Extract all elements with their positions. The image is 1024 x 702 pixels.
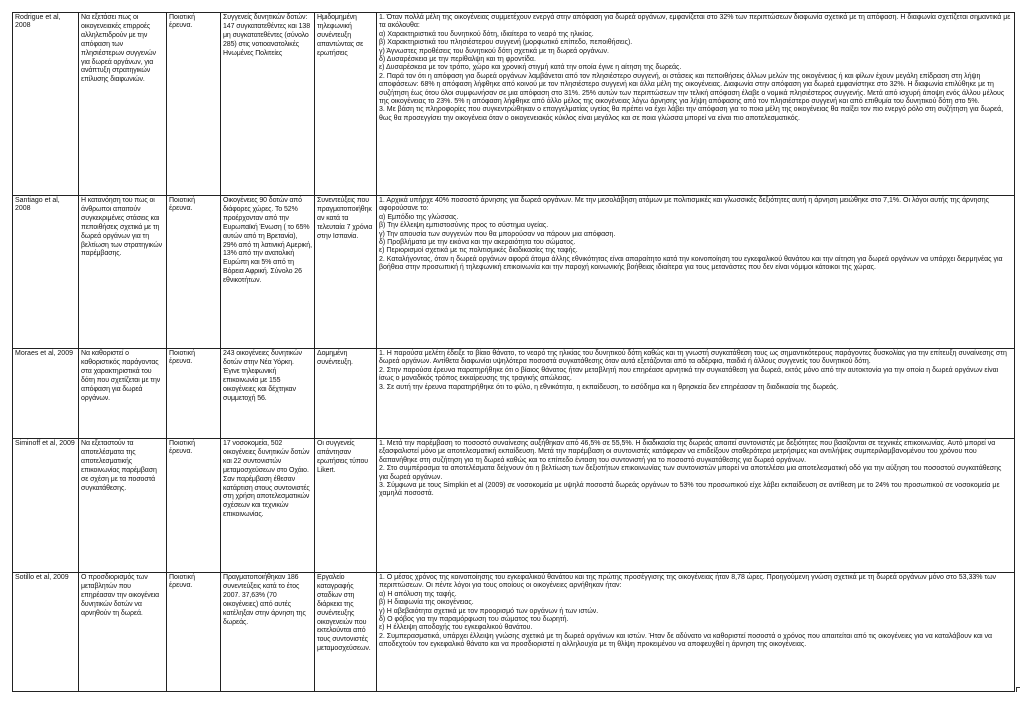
results-cell xyxy=(377,439,1015,573)
study-cell: Santiago et al, 2008 xyxy=(13,196,79,349)
aim-cell: Να εξετάσει πως οι οικογενειακές επιρροές αλληλεπιδρούν με την απόφαση των πλησιέστερων συγγενών για δωρεά οργάνων, για ανάπτυξη στρατηγικών επίλυσης διαφωνιών. xyxy=(79,13,167,196)
result-line: β) Η διαφωνία της οικογένειας. xyxy=(379,599,474,607)
result-line: 2. Στο συμπέρασμα τα αποτελέσματα δείχνουν ότι η βελτίωση των δεξιοτήτων επικοινωνίας των συντονιστών μπορεί να αποτελέσει μια αποτελεσματική οδό για την αύξηση του ποσοστού συγκατάθεσης για δωρεά οργάνων. xyxy=(379,465,1002,481)
result-line: 1. Η παρούσα μελέτη έδειξε το βίαιο θάνατο, το νεαρό της ηλικίας του δυνητικού δότη καθώς και τη γνωστή συγκατάθεση τους ως σημαντικότερους παράγοντες δυσκολίας για την επίτευξη συναίνεσης στη δωρεά οργάνων. Αντίθετα διαφωνίαι υψηλότερα ποσοστά συγκατάθεσης όταν αυτά εξετάζονται από τα αδέρφια, παιδιά ή άλλους συγγενείς του δυνητικού δότη. xyxy=(379,350,1007,366)
research-summary-sheet xyxy=(12,12,1014,686)
result-line: ε) Δυσαρέσκεια με τον τρόπο, χώρο και χρονική στιγμή κατά την οποία έγινε η αίτηση της δωρεάς. xyxy=(379,64,682,72)
result-line: 2. Καταλήγοντας, όταν η δωρεά οργάνων αφορά άτομα άλλης εθνικότητας είναι απαραίτητο κατά την κοινοποίηση του εγκεφαλικού θανάτου και την αίτηση για δωρεά οργάνων να υπάρχει διερμηνέας για βοήθεια στην προσωπική ή τηλεφωνική επικοινωνία και την παροχή κοινωνικής βοήθειας ιδιαίτερα για τους μετανάστες που δεν είναι νόμιμοι κάτοικοι της χώρας. xyxy=(379,255,1003,272)
design-cell: Ποιοτική έρευνα. xyxy=(167,573,221,692)
result-line: 3. Σε αυτή την έρευνα παρατηρήθηκε ότι το φύλο, η εθνικότητα, η εκπαίδευση, το εισόδημα και η θρησκεία δεν επηρέασαν τη διαδικασία της δωρεάς. xyxy=(379,383,839,391)
result-line: 2. Στην παρούσα έρευνα παρατηρήθηκε ότι ο βίαιος θάνατος ήταν μεταβλητή που επηρέασε αρνητικά την συγκατάθεση για δωρεά, εκτός μόνο από την αυτοκτονία για την οποία η δωρεά οργάνων είναι ίσως ο μοναδικός τρόπος εκκαίρευσης της τραγικής απώλειας. xyxy=(379,366,999,383)
method-cell: Εργαλείο καταγραφής σταδίων στη διάρκεια της συνέντευξης οικογενειών που εκτελούνται από τους συντονιστές μεταμοσχεύσεων. xyxy=(315,573,377,692)
study-cell: Sotillo et al, 2009 xyxy=(13,573,79,692)
design-cell: Ποιοτική έρευνα. xyxy=(167,13,221,196)
result-line: δ) Δυσαρέσκεια με την περίθαλψη και τη φροντίδα. xyxy=(379,56,536,64)
results-cell xyxy=(377,573,1015,692)
method-cell: Δομημένη συνέντευξη. xyxy=(315,349,377,439)
table-row xyxy=(13,13,1015,196)
result-line: 3. Σύμφωνα με τους Simpkin et al (2009) σε νοσοκομεία με υψηλά ποσοστά δωρεάς οργάνων το 53% του προσωπικού είχε λάβει εκπαίδευση σε αντίθεση με το 24% του προσωπικού σε νοσοκομεία με χαμηλά ποσοστά. xyxy=(379,482,1000,498)
result-line: ε) Περιορισμοί σχετικά με τις πολιτισμικές διαδικασίες της ταφής. xyxy=(379,247,578,255)
result-line: 1. Αρχικά υπήρχε 40% ποσοστό άρνησης για δωρεά οργάνων. Με την μεσολάβηση ατόμων με πολιτισμικές και γλωσσικές δεξιότητες αυτή η άρνηση μειώθηκε στο 7,1%. Οι λόγοι αυτής της άρνησης αφορούσανε το: xyxy=(379,197,989,213)
aim-cell: Ο προσδιορισμός των μεταβλητών που επηρέασαν την οικογένεια δυνητικών δοτών να αρνηθούν τη δωρεά. xyxy=(79,573,167,692)
study-cell: Moraes et al, 2009 xyxy=(13,349,79,439)
corner-mark xyxy=(1016,687,1020,692)
table-row xyxy=(13,196,1015,349)
results-cell xyxy=(377,13,1015,196)
result-line: δ) Προβλήματα με την εικόνα και την ακεραιότητα του σώματος. xyxy=(379,239,576,247)
design-cell: Ποιοτική έρευνα. xyxy=(167,349,221,439)
table-row xyxy=(13,573,1015,692)
results-cell xyxy=(377,349,1015,439)
aim-cell: Η κατανόηση του πως οι άνθρωποι απαιτούν συγκεκριμένες στάσεις και πεποιθήσεις σχετικά με τη δωρεά οργάνων για τη βελτίωση των στρατηγικών παρέμβασης. xyxy=(79,196,167,349)
result-line: ε) Η έλλειψη αποδοχής του εγκεφαλικού θανάτου. xyxy=(379,624,533,632)
aim-cell: Να καθοριστεί ο καθοριστικός παράγοντας στα χαρακτηριστικά του δότη που σχετίζεται με την απόφαση για δωρεά οργάνων. xyxy=(79,349,167,439)
result-line: α) Χαρακτηριστικά του δυνητικού δότη, ιδιαίτερα το νεαρό της ηλικίας. xyxy=(379,30,594,38)
sample-cell: Συγγενείς δυνητικών δοτών: 147 συγκατατεθέντες και 138 μη συγκατατεθέντες (σύνολο 285) στις νοτιοανατολικές Ηνωμένες Πολιτείες xyxy=(221,13,315,196)
design-cell: Ποιοτική έρευνα. xyxy=(167,196,221,349)
result-line: γ) Η αβεβαιότητα σχετικά με τον προορισμό των οργάνων ή των ιστών. xyxy=(379,607,599,615)
result-line: γ) Την απουσία των συγγενών που θα μπορούσαν να πάρουν μια απόφαση. xyxy=(379,230,616,238)
result-line: β) Την έλλειψη εμπιστοσύνης προς το σύστημα υγείας. xyxy=(379,222,549,230)
result-line: γ) Άγνωστες προθέσεις του δυνητικού δότη σχετικά με τη δωρεά οργάνων. xyxy=(379,47,609,55)
result-line: δ) Ο φόβος για την παραμόρφωση του σώματος του δωρητή. xyxy=(379,616,569,624)
study-cell: Siminoff et al, 2009 xyxy=(13,439,79,573)
studies-table xyxy=(12,12,1015,692)
result-line: β) Χαρακτηριστικά του πλησιέστερου συγγενή (μορφωτικό επίπεδο, πεποιθήσεις). xyxy=(379,39,633,47)
table-row xyxy=(13,349,1015,439)
result-line: 2. Συμπερασματικά, υπάρχει έλλειψη γνώσης σχετικά με τη δωρεά οργάνων και ιστών. Ήταν δε αδύνατο να καθοριστεί ποσοστά ο χρόνος που απαιτείται από τις οικογένειες για να καταλάβουν και να αποδεχτούν τον εγκεφαλικό θάνατο και να προσδιοριστεί η αλληλουχία με τη θλίψη προκειμένου να αποφευχθεί η άρνηση της οικογένειας. xyxy=(379,632,993,649)
sample-cell: 17 νοσοκομεία, 502 οικογένειες δυνητικών δοτών και 22 συντονιστών μεταμοσχεύσεων στο Οχάιο. Σαν παρέμβαση έθεσαν κατάρτιση στους συντονιστές στη χρήση αποτελεσματικών σχέσεων και τεχνικών επικοινωνίας. xyxy=(221,439,315,573)
design-cell: Ποιοτική έρευνα. xyxy=(167,439,221,573)
aim-cell: Να εξεταστούν τα αποτελέσματα της αποτελεσματικής επικοινωνίας παρέμβαση σε σχέση με τα ποσοστά συγκατάθεσης. xyxy=(79,439,167,573)
result-line: 1. Ο μέσος χρόνος της κοινοποίησης του εγκεφαλικού θανάτου και της πρώτης προσέγγισης της οικογένειας ήταν 8,78 ώρες. Προηγούμενη γνώση σχετικά με τη δωρεά οργάνων μόνο στο 53,33% των περιπτώσεων. Οι πέντε λόγοι για τους οποίους οι οικογένειες αρνήθηκαν ήταν: xyxy=(379,574,997,590)
results-cell xyxy=(377,196,1015,349)
result-line: α) Εμπόδιο της γλώσσας. xyxy=(379,213,459,221)
result-line: 1. Μετά την παρέμβαση το ποσοστό συναίνεσης αυξήθηκαν από 46,5% σε 55,5%. Η διαδικασία της δωρεάς απαιτεί συντονιστές με δεξιότητες που βασίζονται σε τεχνικές επικοινωνίας. Αυτό μπορεί να εξασφαλιστεί μόνο με αποτελεσματική εκπαίδευση. Μετά την παρέμβαση οι συντονιστές κατάφεραν να επιδείξουν σταθερότερα μετρήσιμες και αντιλήψεις συμπεριλαμβανομένου του χρόνου που δαπανήθηκε στη συζήτηση για τη δωρεά καθώς και το επίπεδο ένταση του συντονιστή για το ποσοστό συγκατάθεσης για δωρεά οργάνων. xyxy=(379,440,996,464)
sample-cell: Οικογένειες 90 δοτών από διάφορες χώρες. Το 52% προέρχονταν από την Ευρωπαϊκή Ένωση ( το 65% αυτών από τη Βρετανία), 29% από τη λατινική Αμερική, 13% από την ανατολική Ευρώπη και 5% από τη Βόρεια Αφρική. Σύνολο 26 εθνικοτήτων. xyxy=(221,196,315,349)
method-cell: Συνεντεύξεις που πραγματοποιήθηκαν κατά τα τελευταία 7 χρόνια στην Ισπανία. xyxy=(315,196,377,349)
result-line: 1. Όταν πολλά μέλη της οικογένειας συμμετέχουν ενεργά στην απόφαση για δωρεά οργάνων, εμφανίζεται στο 32% των περιπτώσεων διαφωνία σχετικά με τη απόφαση. Η διαφωνία σχετίζεται σημαντικά με τα ακόλουθα: xyxy=(379,14,1011,30)
result-line: 3. Με βάση τις πληροφορίες που συγκεντρώθηκαν ο επαγγελματίας υγείας θα πρέπει να έχει λάβει την απόφαση για το ποια μέλη της οικογένειας θα παίξει τον πιο ενεργό ρόλο στη συζήτηση για δωρεά, θως θα προσεγγίσει την οικογένεια όταν ο οικογενειακός κύκλος είναι μεγάλος και σε ποια γλώσσα μπορεί να είναι πιο αποτελεσματικός. xyxy=(379,106,1004,122)
result-line: 2. Παρά τον ότι η απόφαση για δωρεά οργάνων λαμβάνεται από τον πλησιέστερο συγγενή, οι στάσεις και πεποιθήσεις άλλων μελών της οικογένειας ή και φίλων έχουν μεγάλη επίδραση στη λήψη αποφάσεων: 68% η απόφαση λήφθηκε από κοινού με τον πλησιέστερο συγγενή και άλλα μέλη της οικογένειας. Διαφωνία στην απόφαση για δωρεά εμφανίστηκε στο 32%. Η διαφωνία επιλύθηκε με τη συζήτηση έως ότου όλοι συμφωνήσαν σε μια απόφαση στο 31%. 25% αυτών των περιπτώσεων την τελική απόφαση έλαβε ο νομικά πλησιέστερος συγγενής. Μετά από ισχυρή άποψη ενός άλλου μέλους της οικογένειας το 23%. 5% η απόφαση λήφθηκε από άλλο μέλος της οικογένειας λόγω άρνησης για λήψη απόφασης από τον πλησιέστερο συγγενή και από επιθυμία του δυνητικού δότη στο 5%. xyxy=(379,72,1005,106)
sample-cell: Πραγματοποιήθηκαν 186 συνεντεύξεις κατά το έτος 2007. 37,63% (70 οικογένειες) από αυτές κατέληξαν στην άρνηση της δωρεάς. xyxy=(221,573,315,692)
table-row xyxy=(13,439,1015,573)
sample-cell: 243 οικογένειες δυνητικών δοτών στην Νέα Υόρκη. Έγινε τηλεφωνική επικοινωνία με 155 οικογένειες και δέχτηκαν συμμετοχή 56. xyxy=(221,349,315,439)
method-cell: Ημιδομημένη τηλεφωνική συνέντευξη απαντώντας σε ερωτήσεις xyxy=(315,13,377,196)
method-cell: Οι συγγενείς απάντησαν ερωτήσεις τύπου Likert. xyxy=(315,439,377,573)
result-line: α) Η απόλυση της ταφής. xyxy=(379,590,457,598)
study-cell: Rodrigue et al, 2008 xyxy=(13,13,79,196)
